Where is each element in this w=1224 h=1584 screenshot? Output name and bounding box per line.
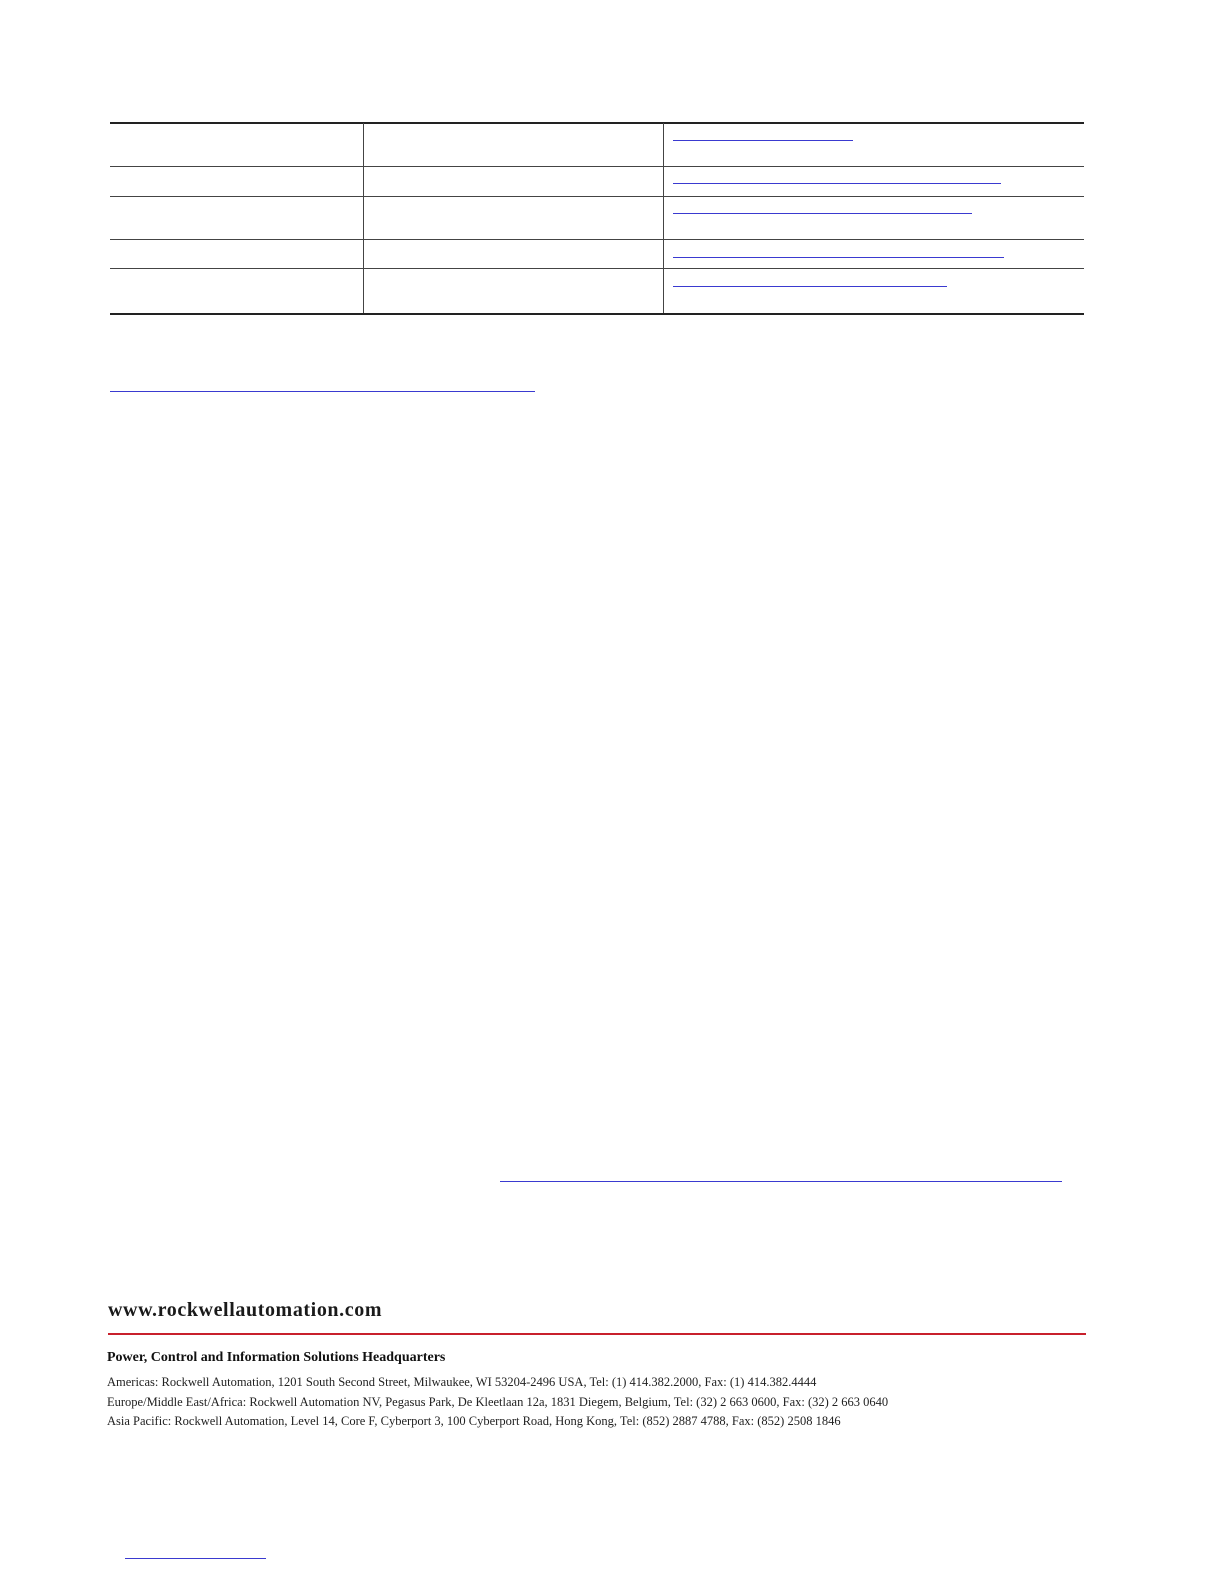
link-underline[interactable] bbox=[673, 183, 1001, 184]
link-underline[interactable] bbox=[673, 257, 1004, 258]
footer-red-rule bbox=[108, 1333, 1086, 1335]
table-cell bbox=[364, 197, 663, 239]
publication-link-underline[interactable] bbox=[125, 1558, 266, 1559]
website-url[interactable]: www.rockwellautomation.com bbox=[108, 1299, 383, 1321]
table-cell bbox=[364, 269, 663, 313]
address-emea: Europe/Middle East/Africa: Rockwell Automation NV, Pegasus Park, De Kleetlaan 12a, 1831 Diegem, Belgium, Tel: (32) 2 663 0600, Fax: (32) 2 663 0640 bbox=[107, 1395, 889, 1409]
table-bottom-rule bbox=[110, 313, 1084, 315]
table-row bbox=[110, 197, 363, 239]
table-row bbox=[110, 167, 363, 196]
table-row bbox=[110, 269, 363, 313]
table-cell bbox=[364, 240, 663, 268]
table-cell bbox=[364, 167, 663, 196]
support-table bbox=[110, 122, 1084, 315]
table-row bbox=[110, 240, 363, 268]
table-row bbox=[110, 124, 363, 166]
table-column-divider bbox=[663, 123, 664, 314]
table-cell-link[interactable] bbox=[672, 124, 862, 144]
link-underline[interactable] bbox=[673, 213, 972, 214]
table-cell bbox=[364, 124, 663, 166]
link-underline[interactable] bbox=[673, 286, 947, 287]
address-americas: Americas: Rockwell Automation, 1201 South Second Street, Milwaukee, WI 53204-2496 USA, Tel: (1) 414.382.2000, Fax: (1) 414.382.4444 bbox=[107, 1375, 817, 1389]
table-cell-link[interactable] bbox=[672, 167, 1012, 187]
table-cell-link[interactable] bbox=[672, 197, 982, 217]
headquarters-title: Power, Control and Information Solutions Headquarters bbox=[107, 1350, 446, 1365]
feedback-link-underline[interactable] bbox=[500, 1181, 1062, 1182]
link-underline[interactable] bbox=[673, 140, 853, 141]
document-link-underline[interactable] bbox=[110, 391, 535, 392]
address-asia-pacific: Asia Pacific: Rockwell Automation, Level 14, Core F, Cyberport 3, 100 Cyberport Road, Hong Kong, Tel: (852) 2887 4788, Fax: (852) 2508 1846 bbox=[107, 1414, 841, 1428]
